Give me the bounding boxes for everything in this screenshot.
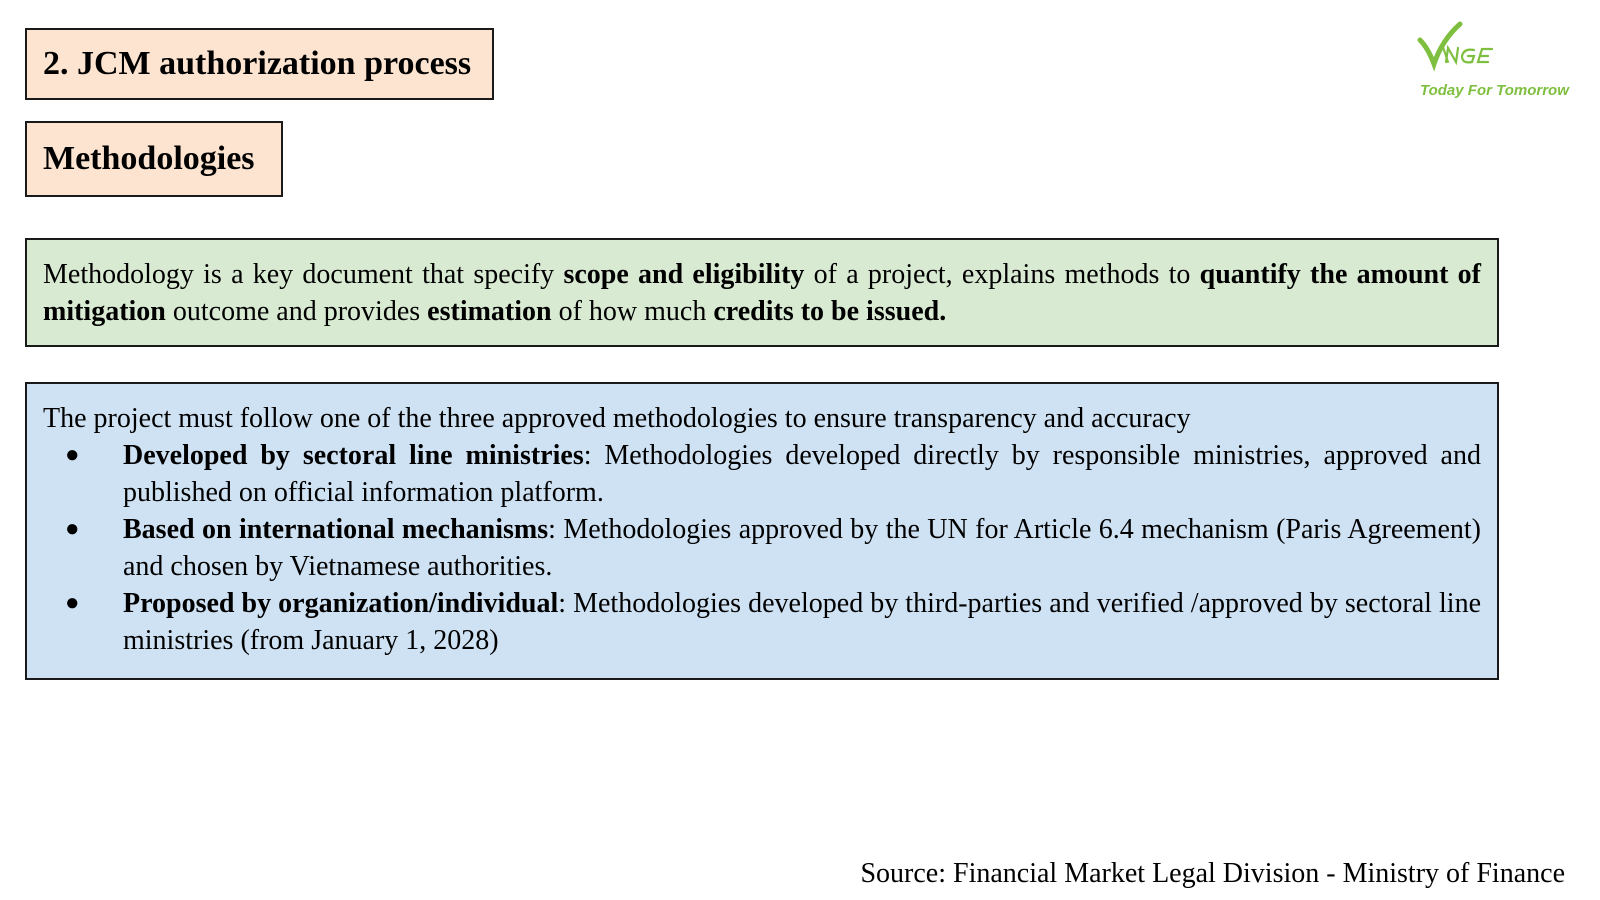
item-heading: Proposed by organization/individual [123,588,559,619]
vnge-logo-icon [1408,18,1588,82]
bullet-icon: ● [65,442,80,468]
slide-title: 2. JCM authorization process [43,45,472,82]
definition-segment: of a project, explains methods to [804,259,1200,290]
slide-title-box [25,28,494,100]
approved-intro: The project must follow one of the three approved methodologies to ensure transparency and accuracy [43,403,1191,434]
definition-emphasis: quantify the amount of mitigation [43,259,1481,327]
item-text: : Methodologies approved by the UN for Article 6.4 mechanism (Paris Agreement) and chosen by Vietnamese authorities. [123,514,1481,582]
list-item [43,437,1481,511]
item-text: : Methodologies developed directly by responsible ministries, approved and published on official information platform. [123,440,1481,508]
bullet-icon: ● [65,590,80,616]
definition-emphasis: credits to be issued. [713,296,947,327]
methodology-list [43,437,1481,659]
approved-methodologies-box [25,382,1499,680]
bullet-icon: ● [65,516,80,542]
definition-emphasis: estimation [427,296,552,327]
list-item [43,511,1481,585]
source-citation: Source: Financial Market Legal Division - Ministry of Finance [860,858,1565,889]
definition-text [43,259,1481,327]
logo-tagline: Today For Tomorrow [1420,82,1569,99]
item-heading: Based on international mechanisms [123,514,549,545]
list-item [43,585,1481,659]
section-title-box [25,121,283,197]
vnge-logo [1408,18,1588,108]
definition-box [25,238,1499,347]
definition-emphasis: scope and eligibility [563,259,805,290]
definition-segment: outcome and provides [165,296,428,327]
item-text: : Methodologies developed by third-parties and verified /approved by sectoral line ministries (from January 1, 2028) [123,588,1481,656]
definition-segment: of how much [551,296,714,327]
definition-segment: Methodology is a key document that specify [43,259,564,290]
section-title: Methodologies [43,140,255,177]
item-heading: Developed by sectoral line ministries [123,440,584,471]
